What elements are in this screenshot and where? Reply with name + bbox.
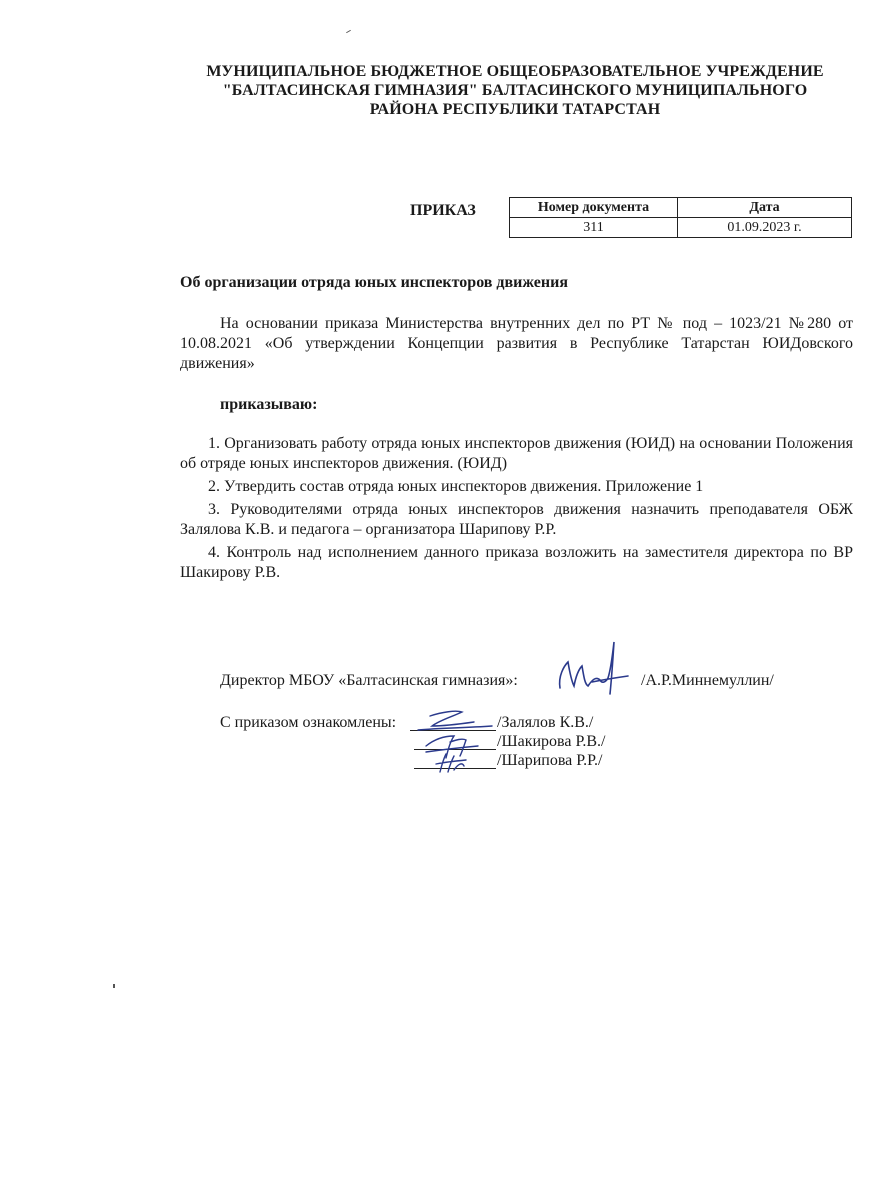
- acknowledgement-name: /Залялов К.В./: [497, 714, 594, 731]
- order-item: 1. Организовать работу отряда юных инспекторов движения (ЮИД) на основании Положения об отряде юных инспекторов движения. (ЮИД): [180, 435, 853, 472]
- director-label: Директор МБОУ «Балтасинская гимназия»:: [220, 672, 518, 689]
- director-signature: [552, 636, 632, 698]
- order-item: 4. Контроль над исполнением данного приказа возложить на заместителя директора по ВР Шакирову Р.В.: [180, 544, 853, 581]
- order-subject: Об организации отряда юных инспекторов движения: [180, 274, 568, 291]
- doc-date-header: Дата: [678, 198, 852, 218]
- order-basis: На основании приказа Министерства внутренних дел по РТ № под – 1023/21 №280 от 10.08.2021 «Об утверждении Концепции развития в Республике Татарстан ЮИДовского движения»: [180, 315, 853, 372]
- director-name: /А.Р.Миннемуллин/: [641, 672, 774, 689]
- document-info-table: [509, 197, 852, 238]
- doc-number-header: Номер документа: [510, 198, 678, 218]
- acknowledgement-name: /Шакирова Р.В./: [497, 733, 606, 750]
- scan-speck: [113, 984, 115, 988]
- order-items: [180, 434, 853, 586]
- org-header-line-3: РАЙОНА РЕСПУБЛИКИ ТАТАРСТАН: [369, 101, 661, 118]
- order-word: приказываю:: [220, 396, 318, 413]
- acknowledgement-label: С приказом ознакомлены:: [220, 714, 397, 731]
- scan-speck: [346, 30, 351, 33]
- order-label: ПРИКАЗ: [410, 202, 476, 219]
- acknowledgement-name: /Шарипова Р.Р./: [497, 752, 603, 769]
- sharipova-signature: [424, 750, 484, 776]
- org-header-line-1: МУНИЦИПАЛЬНОЕ БЮДЖЕТНОЕ ОБЩЕОБРАЗОВАТЕЛЬНОЕ УЧРЕЖДЕНИЕ: [206, 63, 824, 80]
- doc-date-value: 01.09.2023 г.: [678, 218, 852, 238]
- order-item: 2. Утвердить состав отряда юных инспекторов движения. Приложение 1: [208, 478, 704, 495]
- doc-number-value: 311: [510, 218, 678, 238]
- org-header: [170, 62, 860, 119]
- order-item: 3. Руководителями отряда юных инспекторов движения назначить преподавателя ОБЖ Залялова К.В. и педагога – организатора Шарипову Р.Р.: [180, 501, 853, 538]
- org-header-line-2: "БАЛТАСИНСКАЯ ГИМНАЗИЯ" БАЛТАСИНСКОГО МУНИЦИПАЛЬНОГО: [222, 82, 808, 99]
